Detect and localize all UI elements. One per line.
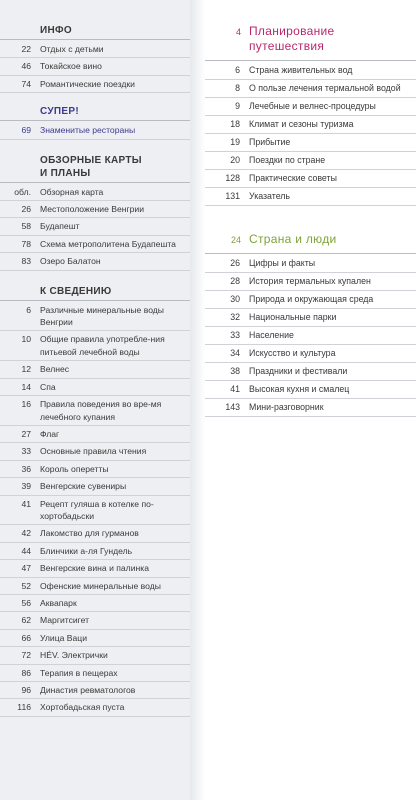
toc-page-number: 8 bbox=[235, 83, 240, 93]
section-page: 24 bbox=[230, 235, 241, 245]
toc-entry-title: Искусство и культура bbox=[249, 348, 336, 358]
toc-page-number: 41 bbox=[21, 498, 31, 509]
toc-entry-title: Указатель bbox=[249, 191, 291, 201]
toc-entry[interactable] bbox=[0, 649, 190, 664]
toc-entry-title: Мини-разговорник bbox=[249, 402, 324, 412]
toc-entry-title: Высокая кухня и смалец bbox=[249, 384, 350, 394]
toc-entry[interactable] bbox=[0, 428, 190, 443]
toc-entry[interactable] bbox=[205, 293, 416, 309]
toc-page-number: 52 bbox=[21, 580, 31, 591]
section-planning bbox=[205, 24, 416, 206]
toc-entry-title: Поездки по стране bbox=[249, 155, 326, 165]
toc-entry[interactable] bbox=[0, 580, 190, 595]
toc-page-number: 86 bbox=[21, 667, 31, 678]
toc-entry-title: Общие правила употребле-ния питьевой лечебной воды bbox=[40, 334, 165, 357]
toc-list bbox=[205, 257, 416, 417]
toc-entry[interactable] bbox=[0, 684, 190, 699]
toc-entry[interactable] bbox=[205, 100, 416, 116]
toc-entry-title: О пользе лечения термальной водой bbox=[249, 83, 401, 93]
section-page: 4 bbox=[235, 27, 241, 37]
toc-entry-title: HÉV. Электрички bbox=[40, 650, 108, 661]
toc-page-number: 26 bbox=[21, 204, 31, 215]
section-super bbox=[0, 105, 190, 139]
section-reference bbox=[0, 285, 190, 717]
section-super-header bbox=[0, 105, 190, 121]
toc-entry-title: Аквапарк bbox=[40, 597, 77, 608]
toc-entry-title: Будапешт bbox=[40, 221, 80, 232]
toc-entry-title: Венгерские вина и палинка bbox=[40, 563, 149, 574]
toc-entry-title: Спа bbox=[40, 381, 56, 392]
toc-entry-title: Венгерские сувениры bbox=[40, 481, 127, 492]
section-title: Страна и люди bbox=[249, 232, 337, 246]
toc-entry-title: Офенские минеральные воды bbox=[40, 580, 161, 591]
toc-entry-title: Обзорная карта bbox=[40, 186, 104, 197]
toc-page-number: 28 bbox=[230, 276, 240, 286]
toc-entry[interactable] bbox=[0, 238, 190, 253]
toc-page-number: 56 bbox=[21, 597, 31, 608]
toc-page-number: 38 bbox=[230, 366, 240, 376]
toc-entry[interactable] bbox=[205, 257, 416, 273]
toc-page-number: 6 bbox=[235, 65, 240, 75]
toc-page-number: 30 bbox=[230, 294, 240, 304]
toc-entry-title: Климат и сезоны туризма bbox=[249, 119, 354, 129]
toc-entry-title: Озеро Балатон bbox=[40, 256, 101, 267]
toc-entry[interactable] bbox=[0, 545, 190, 560]
toc-entry[interactable] bbox=[205, 347, 416, 363]
toc-page-number: 66 bbox=[21, 632, 31, 643]
toc-page-number: 74 bbox=[21, 78, 31, 89]
toc-entry[interactable] bbox=[205, 383, 416, 399]
toc-list bbox=[205, 64, 416, 206]
toc-entry[interactable] bbox=[0, 632, 190, 647]
toc-page-number: 83 bbox=[21, 256, 31, 267]
toc-entry[interactable] bbox=[0, 498, 190, 526]
toc-page-number: 78 bbox=[21, 238, 31, 249]
toc-entry[interactable] bbox=[0, 333, 190, 361]
section-title: Планирование путешествия bbox=[249, 24, 335, 53]
toc-entry[interactable] bbox=[0, 381, 190, 396]
section-maps-header bbox=[0, 154, 190, 183]
toc-entry[interactable] bbox=[0, 562, 190, 577]
toc-page-number: обл. bbox=[14, 186, 31, 197]
toc-entry-title: Токайское вино bbox=[40, 61, 102, 72]
section-title: СУПЕР! bbox=[40, 106, 79, 118]
toc-entry-title: Прибытие bbox=[249, 137, 291, 147]
toc-entry[interactable] bbox=[0, 220, 190, 235]
toc-entry-title: Лакомство для гурманов bbox=[40, 528, 139, 539]
toc-entry-title: Романтические поездки bbox=[40, 78, 135, 89]
section-title: К СВЕДЕНИЮ bbox=[40, 285, 112, 297]
section-info bbox=[0, 24, 190, 93]
toc-page-number: 42 bbox=[21, 528, 31, 539]
toc-page-number: 44 bbox=[21, 545, 31, 556]
toc-entry[interactable] bbox=[0, 43, 190, 58]
toc-entry[interactable] bbox=[0, 463, 190, 478]
toc-page-number: 6 bbox=[26, 304, 31, 315]
toc-entry-title: Основные правила чтения bbox=[40, 446, 147, 457]
toc-entry[interactable] bbox=[205, 401, 416, 417]
toc-entry[interactable] bbox=[0, 480, 190, 495]
toc-page-number: 36 bbox=[21, 463, 31, 474]
toc-list bbox=[0, 43, 190, 93]
toc-entry-title: Знаменитые рестораны bbox=[40, 125, 136, 136]
toc-page-number: 33 bbox=[230, 330, 240, 340]
toc-page-number: 46 bbox=[21, 61, 31, 72]
toc-entry-title: Цифры и факты bbox=[249, 258, 316, 268]
right-column bbox=[205, 0, 416, 800]
toc-page-number: 10 bbox=[21, 334, 31, 345]
toc-entry[interactable] bbox=[0, 124, 190, 139]
toc-entry-title: Отдых с детьми bbox=[40, 44, 104, 54]
toc-page-number: 131 bbox=[225, 191, 240, 201]
toc-entry-title: Местоположение Венгрии bbox=[40, 204, 145, 215]
toc-page-number: 96 bbox=[21, 685, 31, 695]
toc-entry[interactable] bbox=[205, 365, 416, 381]
toc-entry[interactable] bbox=[0, 60, 190, 75]
toc-entry-title: История термальных купален bbox=[249, 276, 371, 286]
toc-entry[interactable] bbox=[0, 363, 190, 378]
toc-entry[interactable] bbox=[0, 597, 190, 612]
toc-page-number: 9 bbox=[235, 101, 240, 111]
toc-entry[interactable] bbox=[0, 304, 190, 332]
toc-list bbox=[0, 124, 190, 139]
toc-entry[interactable] bbox=[205, 275, 416, 291]
toc-entry-title: Терапия в пещерах bbox=[40, 667, 118, 678]
toc-entry[interactable] bbox=[0, 701, 190, 716]
toc-entry[interactable] bbox=[205, 154, 416, 170]
toc-entry-title: Население bbox=[249, 330, 294, 340]
toc-page-number: 69 bbox=[21, 125, 31, 136]
toc-entry[interactable] bbox=[0, 398, 190, 426]
toc-entry[interactable] bbox=[205, 118, 416, 134]
toc-page-number: 41 bbox=[230, 384, 240, 394]
toc-list bbox=[0, 186, 190, 271]
toc-entry[interactable] bbox=[0, 667, 190, 682]
toc-entry-title: Велнес bbox=[40, 364, 70, 375]
toc-entry-title: Рецепт гуляша в котелке по-хортобадьски bbox=[40, 498, 154, 521]
section-country bbox=[205, 232, 416, 417]
left-column bbox=[0, 0, 190, 800]
toc-entry[interactable] bbox=[205, 329, 416, 345]
section-title: ОБЗОРНЫЕ КАРТЫ И ПЛАНЫ bbox=[40, 154, 142, 179]
section-title: ИНФО bbox=[40, 25, 72, 36]
toc-entry-title: Король оперетты bbox=[40, 463, 109, 474]
toc-page-number: 72 bbox=[21, 650, 31, 661]
toc-entry-title: Лечебные и велнес-процедуры bbox=[249, 101, 376, 111]
toc-entry-title: Схема метрополитена Будапешта bbox=[40, 238, 176, 249]
toc-entry-title: Различные минеральные воды Венгрии bbox=[40, 304, 164, 328]
toc-entry[interactable] bbox=[0, 203, 190, 218]
toc-entry[interactable] bbox=[0, 255, 190, 270]
toc-page-number: 143 bbox=[225, 402, 240, 412]
toc-entry-title: Хортобадьская пуста bbox=[40, 702, 125, 713]
section-country-header bbox=[205, 232, 416, 254]
toc-page-number: 19 bbox=[230, 137, 240, 147]
toc-entry[interactable] bbox=[0, 527, 190, 542]
toc-entry-title: Природа и окружающая среда bbox=[249, 294, 374, 304]
toc-page-number: 26 bbox=[230, 258, 240, 268]
toc-entry-title: Блинчики а-ля Гундель bbox=[40, 545, 133, 556]
toc-entry-title: Флаг bbox=[40, 428, 60, 439]
toc-entry[interactable] bbox=[205, 82, 416, 98]
toc-page-number: 16 bbox=[21, 399, 31, 410]
toc-entry-title: Династия ревматологов bbox=[40, 685, 136, 695]
toc-page-number: 20 bbox=[230, 155, 240, 165]
toc-page-number: 34 bbox=[230, 348, 240, 358]
toc-entry-title: Страна живительных вод bbox=[249, 65, 353, 75]
toc-entry[interactable] bbox=[205, 190, 416, 206]
toc-entry-title: Праздники и фестивали bbox=[249, 366, 348, 376]
toc-page-number: 22 bbox=[21, 44, 31, 54]
toc-entry[interactable] bbox=[205, 136, 416, 152]
toc-entry[interactable] bbox=[0, 614, 190, 629]
toc-entry[interactable] bbox=[205, 311, 416, 327]
toc-entry-title: Национальные парки bbox=[249, 312, 337, 322]
toc-page-number: 128 bbox=[225, 173, 240, 183]
toc-entry[interactable] bbox=[205, 172, 416, 188]
toc-page-number: 32 bbox=[230, 312, 240, 322]
toc-entry[interactable] bbox=[0, 78, 190, 93]
toc-entry-title: Маргитсигет bbox=[40, 615, 90, 626]
section-maps bbox=[0, 154, 190, 271]
toc-entry-title: Практические советы bbox=[249, 173, 337, 183]
toc-page-number: 33 bbox=[21, 446, 31, 457]
toc-entry[interactable] bbox=[0, 445, 190, 460]
toc-page-number: 14 bbox=[21, 381, 31, 392]
page-gutter bbox=[190, 0, 205, 800]
toc-page-number: 39 bbox=[21, 481, 31, 492]
toc-page-number: 116 bbox=[17, 702, 31, 713]
section-reference-header bbox=[0, 285, 190, 301]
toc-entry-title: Улица Ваци bbox=[40, 632, 88, 643]
toc-page-number: 12 bbox=[21, 364, 31, 375]
toc-page-number: 58 bbox=[21, 221, 31, 232]
toc-entry[interactable] bbox=[0, 186, 190, 201]
toc-page-number: 47 bbox=[21, 563, 31, 574]
toc-page-number: 27 bbox=[21, 428, 31, 439]
section-info-header bbox=[0, 24, 190, 40]
toc-page-number: 62 bbox=[21, 615, 31, 626]
toc-page-number: 18 bbox=[230, 119, 240, 129]
section-planning-header bbox=[205, 24, 416, 61]
toc-entry[interactable] bbox=[205, 64, 416, 80]
toc-entry-title: Правила поведения во вре-мя лечебного купания bbox=[40, 399, 162, 422]
toc-list bbox=[0, 304, 190, 717]
